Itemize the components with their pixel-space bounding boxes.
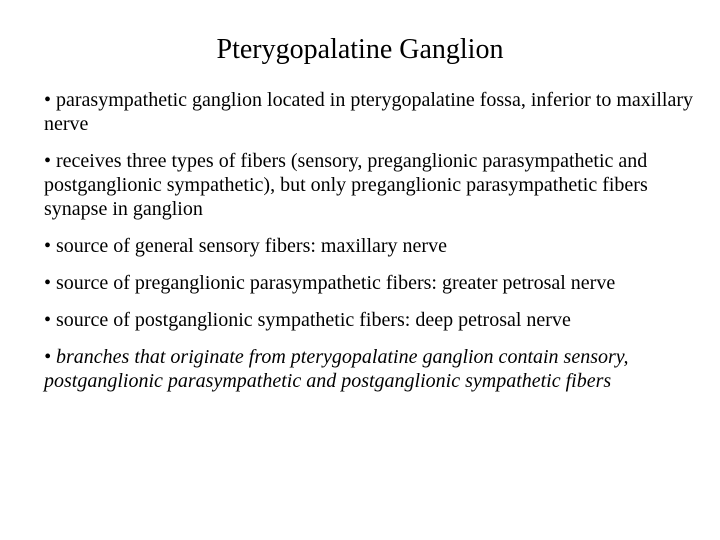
bullet-item: • parasympathetic ganglion located in pterygopalatine fossa, inferior to maxillary nerve (44, 89, 694, 135)
bullet-item: • source of general sensory fibers: maxillary nerve (44, 235, 447, 257)
slide-title: Pterygopalatine Ganglion (216, 34, 504, 65)
bullet-item: • source of preganglionic parasympathetic fibers: greater petrosal nerve (44, 272, 616, 294)
bullet-item: • source of postganglionic sympathetic fibers: deep petrosal nerve (44, 309, 571, 331)
bullet-item-italic: • branches that originate from pterygopalatine ganglion contain sensory, postganglionic parasympathetic and postganglionic sympathetic fibers (44, 346, 629, 392)
bullet-item: • receives three types of fibers (sensory, preganglionic parasympathetic and postganglionic sympathetic), but only preganglionic parasympathetic fibers synapse in ganglion (44, 150, 648, 220)
bullet-list (44, 88, 694, 406)
